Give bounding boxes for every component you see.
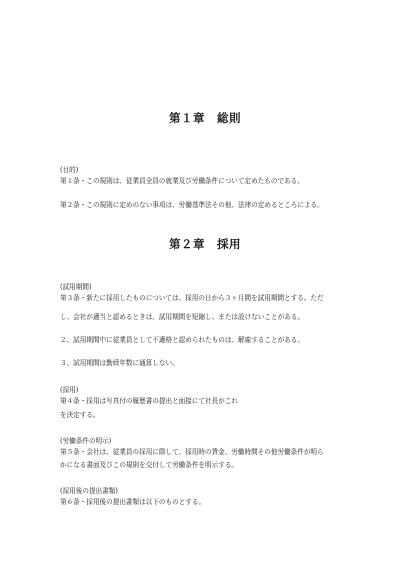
article-1: 第１条・この規則は、従業員全員の就業及び労働条件について定めたものである。 <box>60 177 304 185</box>
article-5-line-2: かになる書面及びこの規則を交付して労働条件を明示する。 <box>60 461 239 469</box>
article-3-item-3: ３、試用期間は勤続年数に通算しない。 <box>60 359 179 367</box>
article-3-line-2: し、会社が適当と認めるときは、試用期間を短縮し、または設けないことがある。 <box>60 313 304 321</box>
article-6: 第６条・採用後の提出書類は以下のものとする。 <box>60 498 206 506</box>
chapter-1-title: 第１章 総則 <box>169 111 241 125</box>
article-2: 第２条・この規則に定めのない事項は、労働基準法その他、法律の定めるところによる。 <box>60 201 324 209</box>
article-3-item-2: ２、試用期間中に従業員として不適格と認められたものは、解雇することがある。 <box>60 336 304 344</box>
heading-probation: (試用期間) <box>60 283 92 291</box>
article-4-line-2: を決定する。 <box>60 411 100 419</box>
chapter-2-title: 第２章 採用 <box>169 237 241 251</box>
article-4-line-1: 第４条・採用は写真付の履歴書の提出と面接にて社長がこれ <box>60 397 239 405</box>
article-5-line-1: 第５条・会社は、従業員の採用に際して、採用時の賃金、労働時間その他労働条件が明ら <box>60 448 324 456</box>
heading-documents: (採用後の提出書類) <box>60 487 118 495</box>
article-3-line-1: 第３条・新たに採用したものについては、採用の日から３ヶ月間を試用期間とする。ただ <box>60 294 324 302</box>
heading-purpose: (目的) <box>60 166 79 174</box>
heading-hiring: (採用) <box>60 386 79 394</box>
heading-conditions: (労働条件の明示) <box>60 437 112 445</box>
